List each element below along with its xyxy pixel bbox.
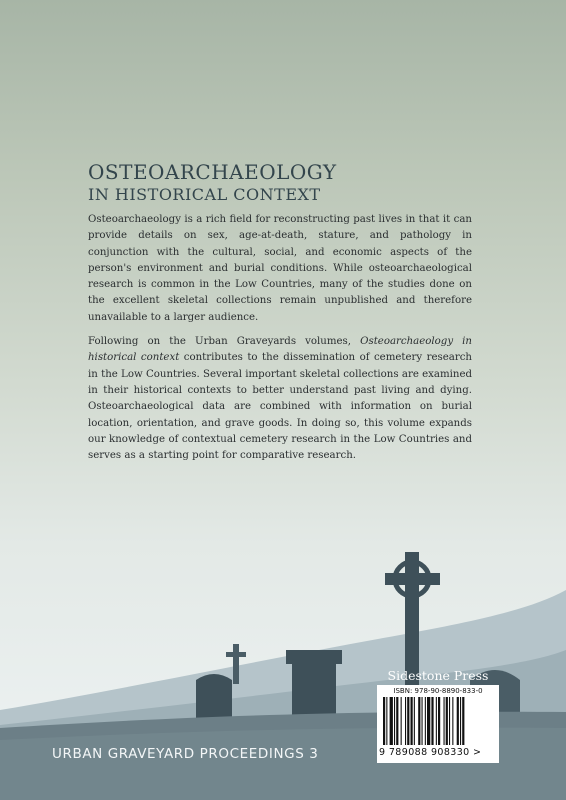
barcode-bar	[405, 697, 406, 745]
barcode-bar	[383, 697, 385, 745]
series-title: URBAN GRAVEYARD PROCEEDINGS 3	[52, 746, 319, 762]
paragraph-2-rest: contributes to the dissemination of cemetery research in the Low Countries. Several important skeletal collections are examined in their historical contexts to better understand past living and dying. Osteoarchaeological data are combined with information on burial location, orientation, and grave goods. In doing so, this volume expands our knowledge of contextual cemetery research in the Low Countries and serves as a starting point for comparative research.	[88, 352, 472, 462]
barcode-digits: 9 789088 908330 >	[379, 747, 482, 758]
barcode-bar	[462, 697, 464, 745]
barcode-block	[377, 685, 499, 763]
title-line-2: IN HISTORICAL CONTEXT	[88, 185, 321, 204]
barcode-bar	[401, 697, 402, 745]
barcode-bar	[394, 697, 395, 745]
barcode-bar	[386, 697, 387, 745]
barcode-bar	[438, 697, 440, 745]
barcode-bar	[425, 697, 426, 745]
barcode-bar	[446, 697, 448, 745]
barcode-bar	[431, 697, 433, 745]
barcode-icon	[383, 697, 493, 745]
blurb-paragraph-2	[88, 334, 472, 464]
blurb	[88, 212, 472, 472]
barcode-bar	[452, 697, 453, 745]
barcode-bar	[422, 697, 423, 745]
barcode-bar	[427, 697, 430, 745]
barcode-bar	[390, 697, 393, 745]
barcode-bar	[436, 697, 437, 745]
title-line-1: OSTEOARCHAEOLOGY	[88, 160, 337, 184]
barcode-bar	[418, 697, 420, 745]
book-title-italic: Osteoarchaeology in historical context	[88, 336, 472, 364]
barcode-bar	[444, 697, 445, 745]
blurb-paragraph-1: Osteoarchaeology is a rich field for reconstructing past lives in that it can provide details on sex, age-at-death, stature, and pathology in conjunction with the cultural, social, and economic aspects of the person's environment and burial conditions. While osteoarchaeological research is common in the Low Countries, many of the studies done on the excellent skeletal collections remain unpublished and therefore unavailable to a larger audience.	[88, 214, 472, 323]
barcode-bar	[457, 697, 459, 745]
barcode-bar	[449, 697, 450, 745]
isbn-text: ISBN: 978-90-8890-833-0	[393, 687, 483, 695]
barcode-bar	[396, 697, 398, 745]
book-title	[88, 160, 488, 206]
barcode-bar	[414, 697, 415, 745]
barcode-bar	[411, 697, 413, 745]
publisher-name: Sidestone Press	[387, 668, 489, 683]
barcode-bar	[407, 697, 409, 745]
barcode-bar	[460, 697, 461, 745]
paragraph-2-intro: Following on the Urban Graveyards volumes,	[88, 336, 361, 348]
